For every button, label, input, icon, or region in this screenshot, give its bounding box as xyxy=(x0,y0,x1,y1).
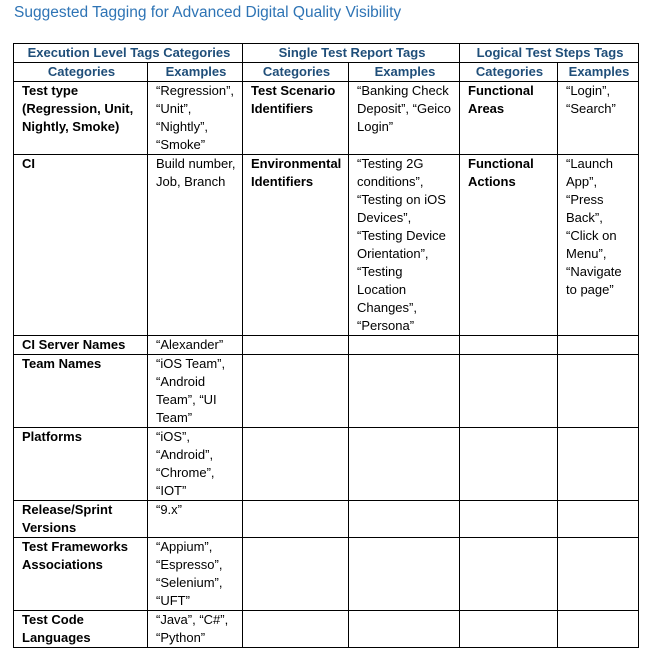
examples-cell: “Banking Check Deposit”, “Geico Login” xyxy=(349,82,460,155)
subheader-categories: Categories xyxy=(460,63,558,82)
category-cell xyxy=(243,355,349,428)
tagging-table xyxy=(13,43,639,648)
examples-cell: “iOS”, “Android”, “Chrome”, “IOT” xyxy=(148,428,243,501)
subheader-categories: Categories xyxy=(243,63,349,82)
examples-cell: “Alexander” xyxy=(148,336,243,355)
group-header-row xyxy=(14,44,639,63)
subheader-examples: Examples xyxy=(349,63,460,82)
examples-cell xyxy=(558,355,639,428)
table-body xyxy=(14,44,639,648)
examples-cell xyxy=(349,336,460,355)
category-cell xyxy=(460,355,558,428)
examples-cell: “9.x” xyxy=(148,501,243,538)
subheader-categories: Categories xyxy=(14,63,148,82)
table-row xyxy=(14,611,639,648)
category-cell: Release/Sprint Versions xyxy=(14,501,148,538)
table-row xyxy=(14,538,639,611)
category-cell xyxy=(460,501,558,538)
examples-cell: “Java”, “C#”, “Python” xyxy=(148,611,243,648)
examples-cell xyxy=(558,336,639,355)
category-cell: Test Frameworks Associations xyxy=(14,538,148,611)
category-cell: Functional Actions xyxy=(460,155,558,336)
category-cell xyxy=(460,538,558,611)
examples-cell: Build number, Job, Branch xyxy=(148,155,243,336)
category-cell: Test Scenario Identifiers xyxy=(243,82,349,155)
examples-cell: “Testing 2G conditions”, “Testing on iOS Devices”, “Testing Device Orientation”, “Testing Location Changes”, “Persona” xyxy=(349,155,460,336)
examples-cell xyxy=(558,428,639,501)
examples-cell: “Regression”, “Unit”, “Nightly”, “Smoke” xyxy=(148,82,243,155)
examples-cell: “Launch App”, “Press Back”, “Click on Menu”, “Navigate to page” xyxy=(558,155,639,336)
subheader-examples: Examples xyxy=(148,63,243,82)
category-cell xyxy=(460,611,558,648)
category-cell xyxy=(243,501,349,538)
category-cell xyxy=(460,428,558,501)
group-header-execution: Execution Level Tags Categories xyxy=(14,44,243,63)
examples-cell: “Appium”, “Espresso”, “Selenium”, “UFT” xyxy=(148,538,243,611)
group-header-logical-steps: Logical Test Steps Tags xyxy=(460,44,639,63)
table-row xyxy=(14,336,639,355)
examples-cell xyxy=(349,428,460,501)
table-row xyxy=(14,501,639,538)
category-cell xyxy=(243,336,349,355)
table-row xyxy=(14,355,639,428)
category-cell xyxy=(243,538,349,611)
examples-cell xyxy=(349,611,460,648)
examples-cell xyxy=(349,538,460,611)
category-cell xyxy=(243,611,349,648)
category-cell: Platforms xyxy=(14,428,148,501)
category-cell xyxy=(243,428,349,501)
table-row xyxy=(14,428,639,501)
examples-cell: “Login”, “Search” xyxy=(558,82,639,155)
examples-cell xyxy=(349,355,460,428)
category-cell: CI xyxy=(14,155,148,336)
group-header-single-test: Single Test Report Tags xyxy=(243,44,460,63)
category-cell: Test Code Languages xyxy=(14,611,148,648)
examples-cell xyxy=(558,501,639,538)
subheader-row xyxy=(14,63,639,82)
category-cell: Environmental Identifiers xyxy=(243,155,349,336)
examples-cell xyxy=(349,501,460,538)
category-cell: CI Server Names xyxy=(14,336,148,355)
examples-cell: “iOS Team”, “Android Team”, “UI Team” xyxy=(148,355,243,428)
examples-cell xyxy=(558,538,639,611)
category-cell: Functional Areas xyxy=(460,82,558,155)
table-row xyxy=(14,155,639,336)
category-cell: Test type (Regression, Unit, Nightly, Smoke) xyxy=(14,82,148,155)
category-cell xyxy=(460,336,558,355)
document-title: Suggested Tagging for Advanced Digital Quality Visibility xyxy=(14,4,402,21)
examples-cell xyxy=(558,611,639,648)
table-row xyxy=(14,82,639,155)
subheader-examples: Examples xyxy=(558,63,639,82)
category-cell: Team Names xyxy=(14,355,148,428)
